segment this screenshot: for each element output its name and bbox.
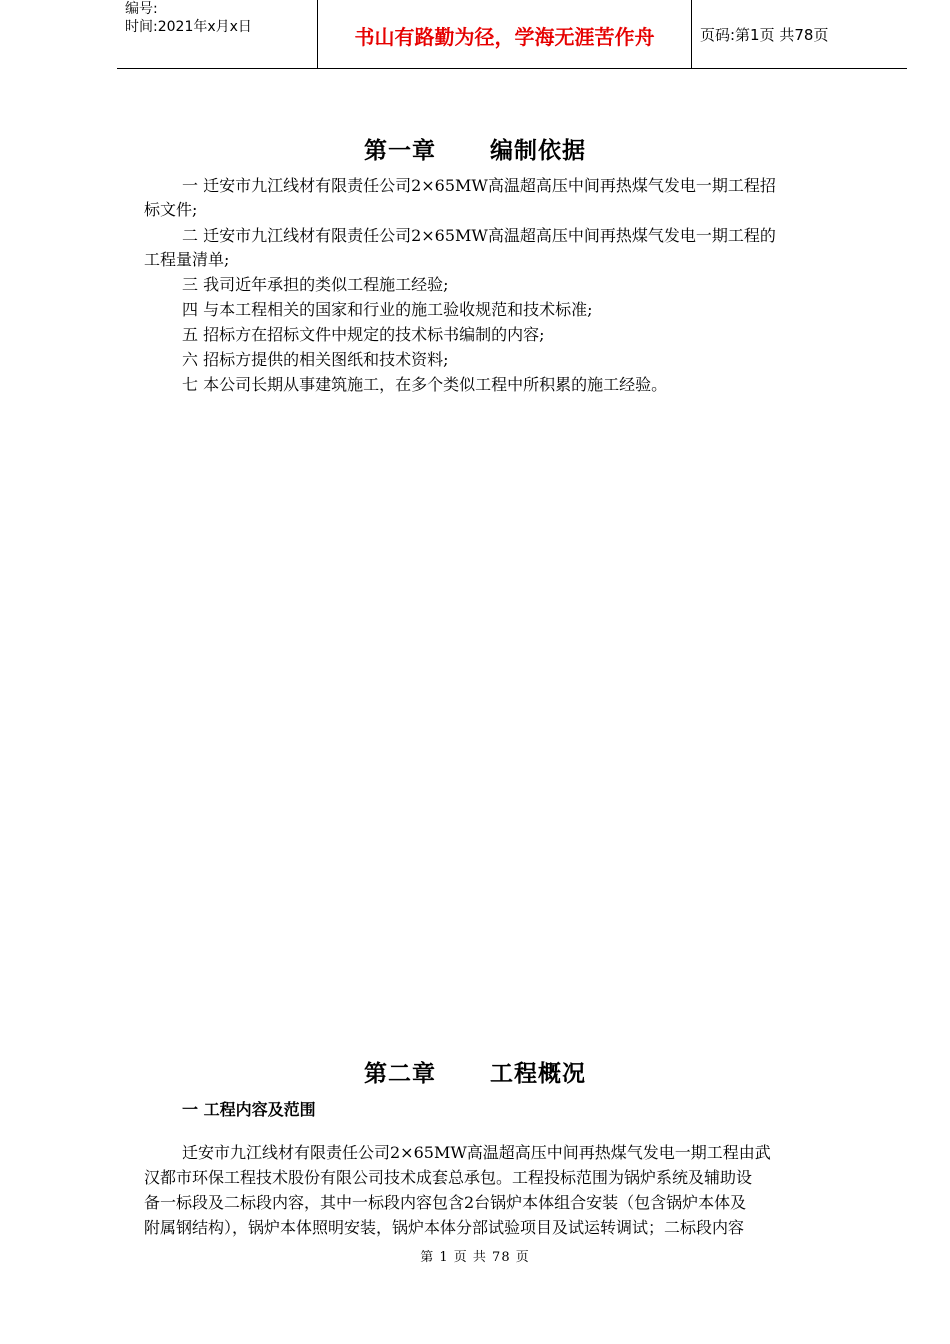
header-meta bbox=[117, 0, 318, 68]
overview-line-2: 汉都市环保工程技术股份有限公司技术成套总承包。工程投标范围为锅炉系统及辅助设 bbox=[144, 1168, 753, 1187]
chapter-2-heading bbox=[0, 1055, 950, 1088]
number-label: 编号: bbox=[125, 1, 158, 17]
page-header bbox=[117, 0, 907, 69]
basis-item-1-cont: 标文件; bbox=[144, 200, 198, 219]
overview-line-1: 迁安市九江线材有限责任公司2×65MW高温超高压中间再热煤气发电一期工程由武 bbox=[182, 1143, 771, 1162]
chapter-1-number: 第一章 bbox=[364, 137, 436, 164]
overview-line-3: 备一标段及二标段内容，其中一标段内容包含2台锅炉本体组合安装（包含锅炉本体及 bbox=[144, 1193, 747, 1212]
basis-item-1: 一 迁安市九江线材有限责任公司2×65MW高温超高压中间再热煤气发电一期工程招 bbox=[182, 176, 776, 195]
page-footer: 第 1 页 共 78 页 bbox=[420, 1250, 530, 1265]
header-page-info: 页码:第1页 共78页 bbox=[700, 25, 829, 44]
basis-item-5: 五 招标方在招标文件中规定的技术标书编制的内容; bbox=[182, 325, 545, 344]
basis-item-3: 三 我司近年承担的类似工程施工经验; bbox=[182, 275, 449, 294]
chapter-2-number: 第二章 bbox=[364, 1060, 436, 1087]
basis-item-2: 二 迁安市九江线材有限责任公司2×65MW高温超高压中间再热煤气发电一期工程的 bbox=[182, 226, 776, 245]
chapter-1-heading bbox=[0, 132, 950, 165]
basis-item-4: 四 与本工程相关的国家和行业的施工验收规范和技术标准; bbox=[182, 300, 593, 319]
overview-line-4: 附属钢结构），锅炉本体照明安装，锅炉本体分部试验项目及试运转调试；二标段内容 bbox=[144, 1218, 745, 1237]
basis-item-2-cont: 工程量清单; bbox=[144, 250, 230, 269]
basis-item-7: 七 本公司长期从事建筑施工，在多个类似工程中所积累的施工经验。 bbox=[182, 375, 668, 394]
section-heading: 一 工程内容及范围 bbox=[182, 1100, 316, 1119]
basis-item-6: 六 招标方提供的相关图纸和技术资料; bbox=[182, 350, 449, 369]
chapter-2-title: 工程概况 bbox=[490, 1060, 586, 1087]
chapter-1-title: 编制依据 bbox=[490, 137, 586, 164]
header-motto bbox=[318, 0, 692, 68]
time-label: 时间:2021年x月x日 bbox=[125, 19, 252, 35]
motto-text: 书山有路勤为径，学海无涯苦作舟 bbox=[354, 24, 655, 49]
